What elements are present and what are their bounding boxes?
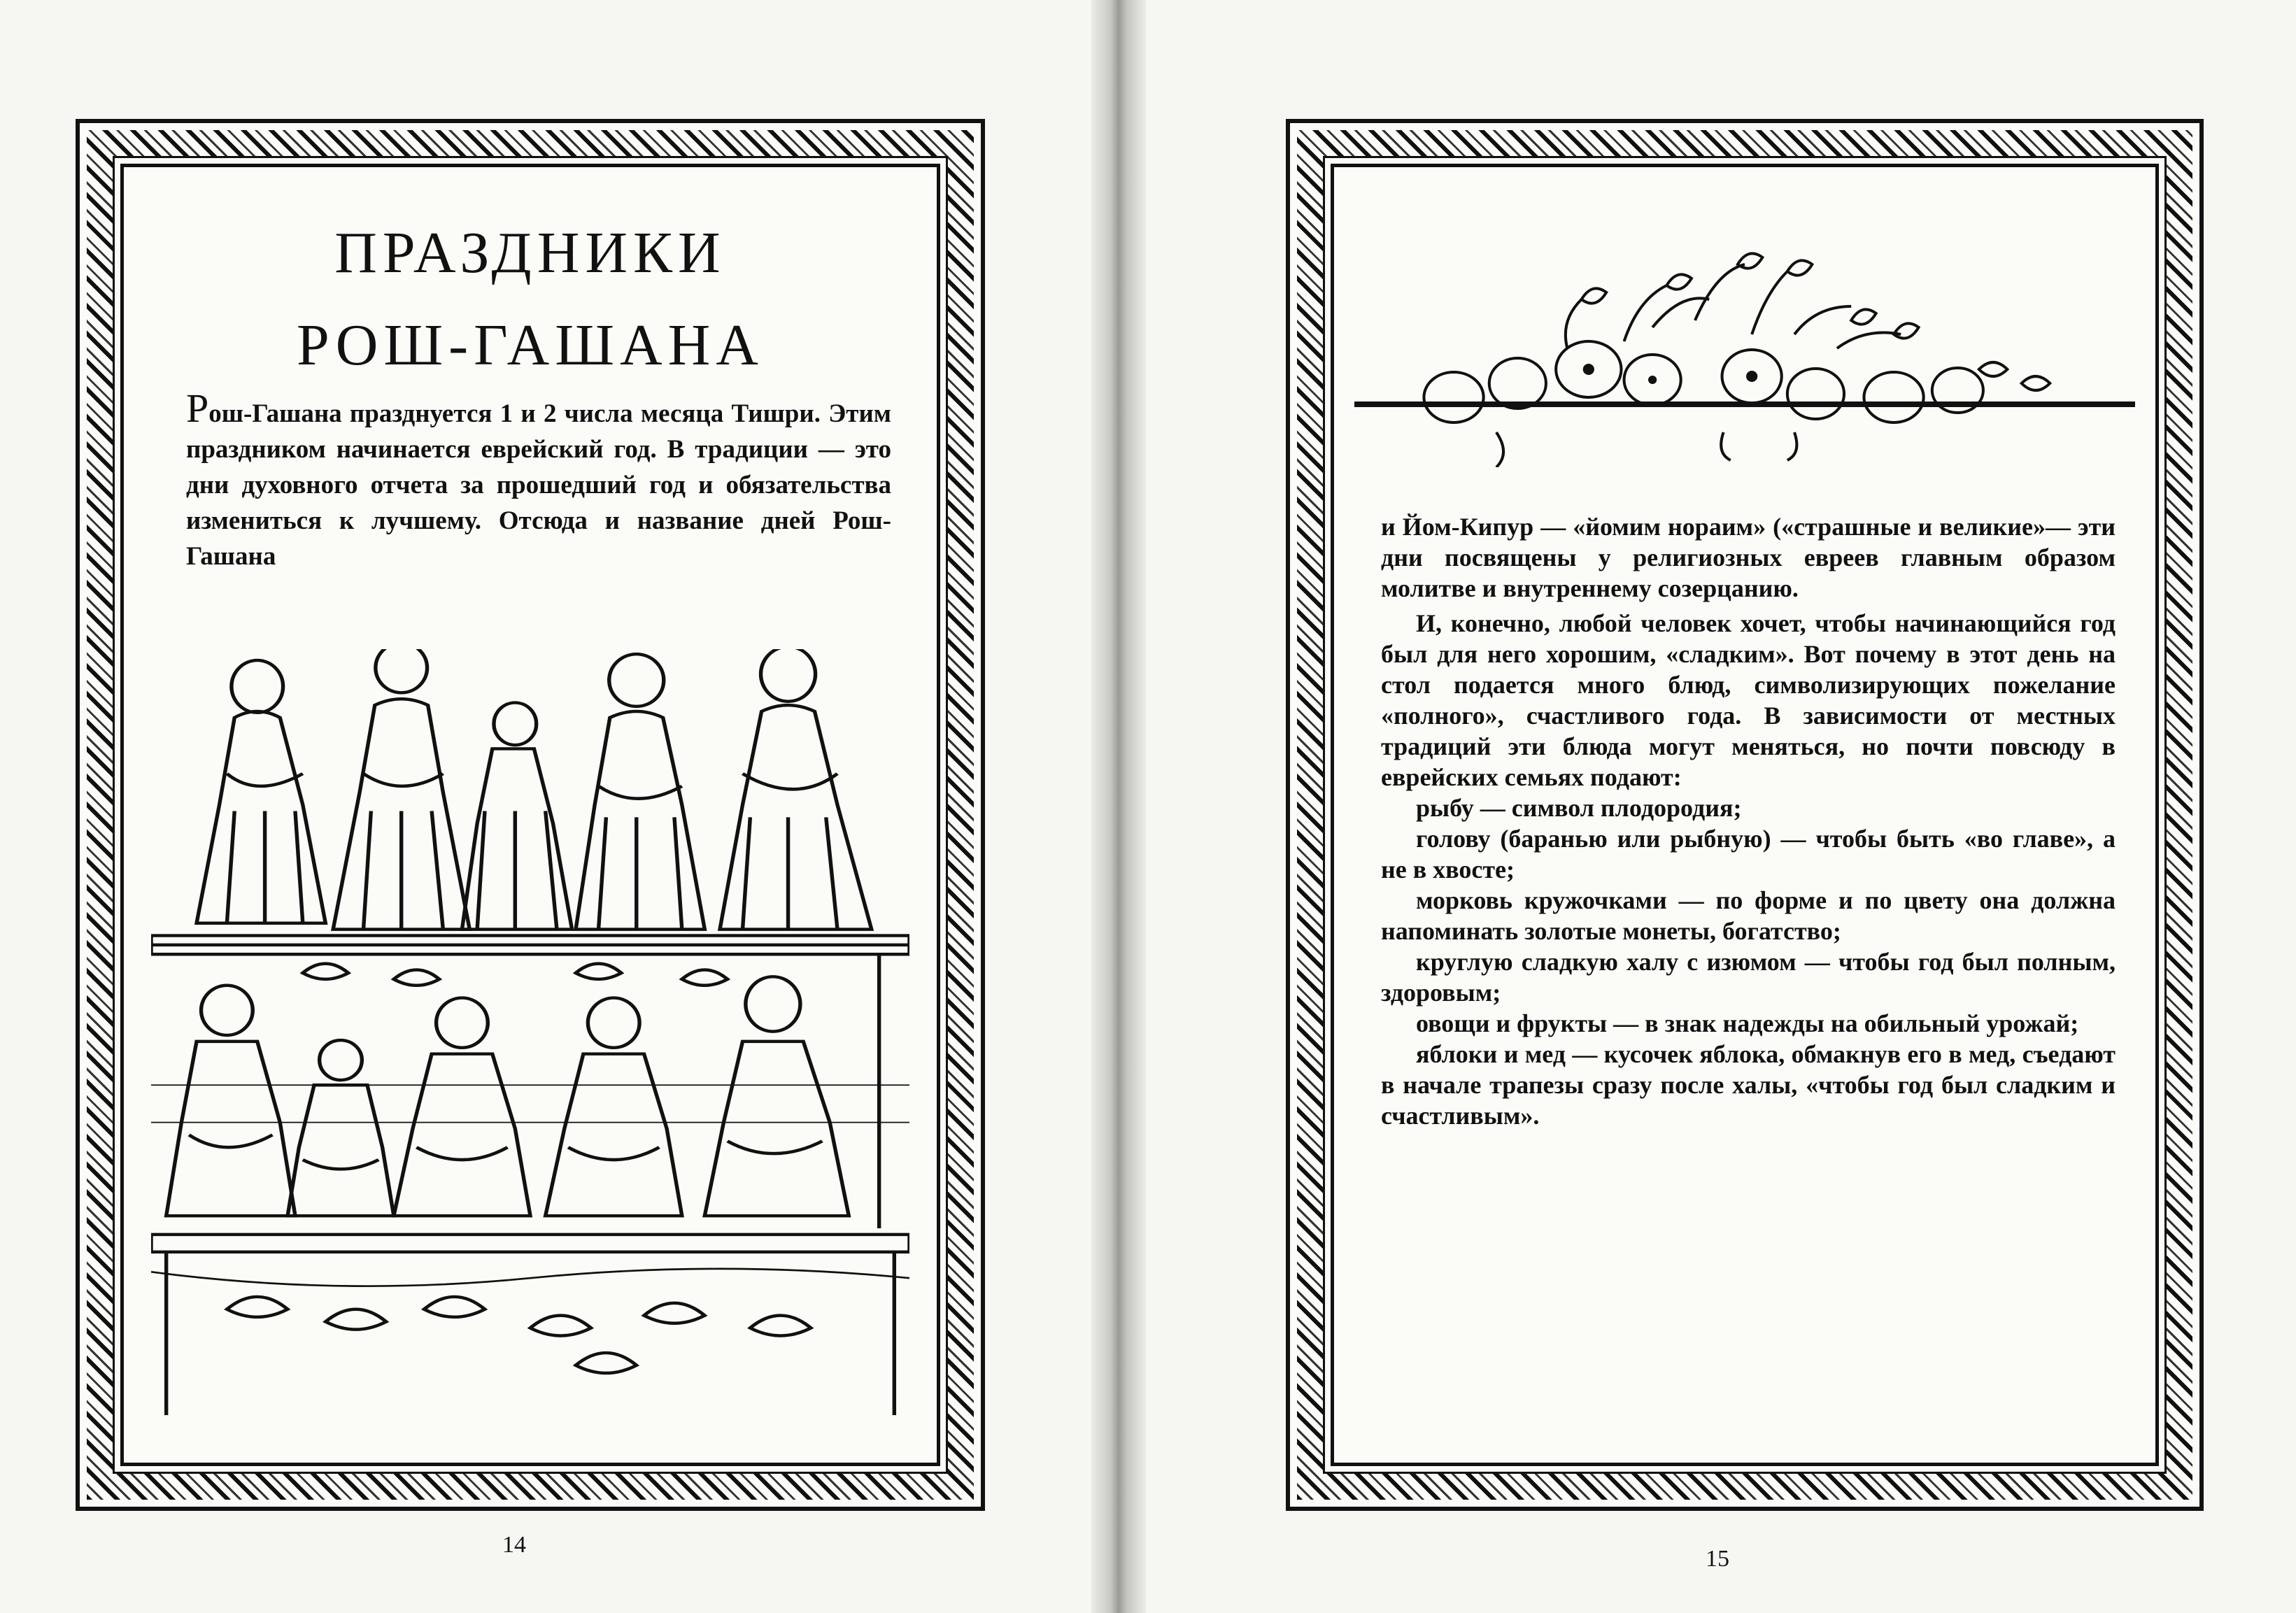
list-item: голову (баранью или рыбную) — чтобы быть «во главе», а не в хвосте; xyxy=(1381,825,2116,883)
list-item: овощи и фрукты — в знак надежды на обильный урожай; xyxy=(1416,1009,2079,1037)
standing-figure xyxy=(576,654,704,930)
seated-figure xyxy=(394,998,530,1216)
seated-figure xyxy=(704,976,849,1216)
section-heading: РОШ-ГАШАНА xyxy=(297,313,764,378)
left-page xyxy=(0,0,1091,1613)
paragraph: И, конечно, любой человек хочет, чтобы начинающийся год был для него хорошим, «сладким». Вот почему в этот день на стол подается много блюд, символизирующих пожелание «полного», счастливого года. В зависимости от местных традиций эти блюда могут меняться, но почти повсюду в еврейских семьях подают: xyxy=(1381,609,2116,791)
intro-paragraph xyxy=(186,385,891,574)
page-number: 14 xyxy=(502,1532,526,1558)
right-page-text xyxy=(1381,511,2116,1131)
list-item: морковь кружочками — по форме и по цвету она должна напоминать золотые монеты, богатство; xyxy=(1381,886,2116,945)
woodcut-illustration xyxy=(151,649,909,1421)
standing-figure xyxy=(333,649,469,930)
list-item: яблоки и мед — кусочек яблока, обмакнув его в мед, съедают в начале трапезы сразу после халы, «чтобы год был сладким и счастливым». xyxy=(1381,1040,2116,1130)
seated-figure xyxy=(546,998,682,1216)
seated-figure xyxy=(166,986,295,1216)
page-number: 15 xyxy=(1706,1546,1729,1572)
fruit-garland-image xyxy=(1354,229,2135,467)
paragraph-continuation: и Йом-Кипур — «йомим нораим» («страшные и великие»— эти дни посвящены у религиозных евреев главным образом молитве и внутреннему созерцанию. xyxy=(1381,513,2116,602)
decorative-frame-left xyxy=(76,119,985,1511)
fruit-garland-ornament xyxy=(1354,229,2135,467)
chapter-heading: ПРАЗДНИКИ xyxy=(334,220,726,285)
fish-pond xyxy=(151,1269,909,1373)
woodcut-figures-image xyxy=(151,649,909,1421)
drop-cap: Р xyxy=(186,385,209,431)
left-page-content xyxy=(144,187,916,1442)
decorative-frame-right xyxy=(1286,119,2204,1511)
standing-figure xyxy=(720,649,872,930)
list-item: рыбу — символ плодородия; xyxy=(1416,794,1742,822)
standing-figure xyxy=(462,703,572,930)
right-page xyxy=(1146,0,2296,1613)
list-item: круглую сладкую халу с изюмом — чтобы год был полным, здоровым; xyxy=(1381,948,2116,1007)
intro-text: ош-Гашана празднуется 1 и 2 числа месяца Тишри. Этим праздником начинается еврейский год. В традиции — это дни духовного отчета за прошедший год и обязательства измениться к лучшему. Отсюда и название дней Рош-Гашана xyxy=(186,399,891,571)
book-gutter xyxy=(1091,0,1146,1613)
standing-figure xyxy=(197,660,325,923)
seated-figure xyxy=(288,1040,394,1216)
